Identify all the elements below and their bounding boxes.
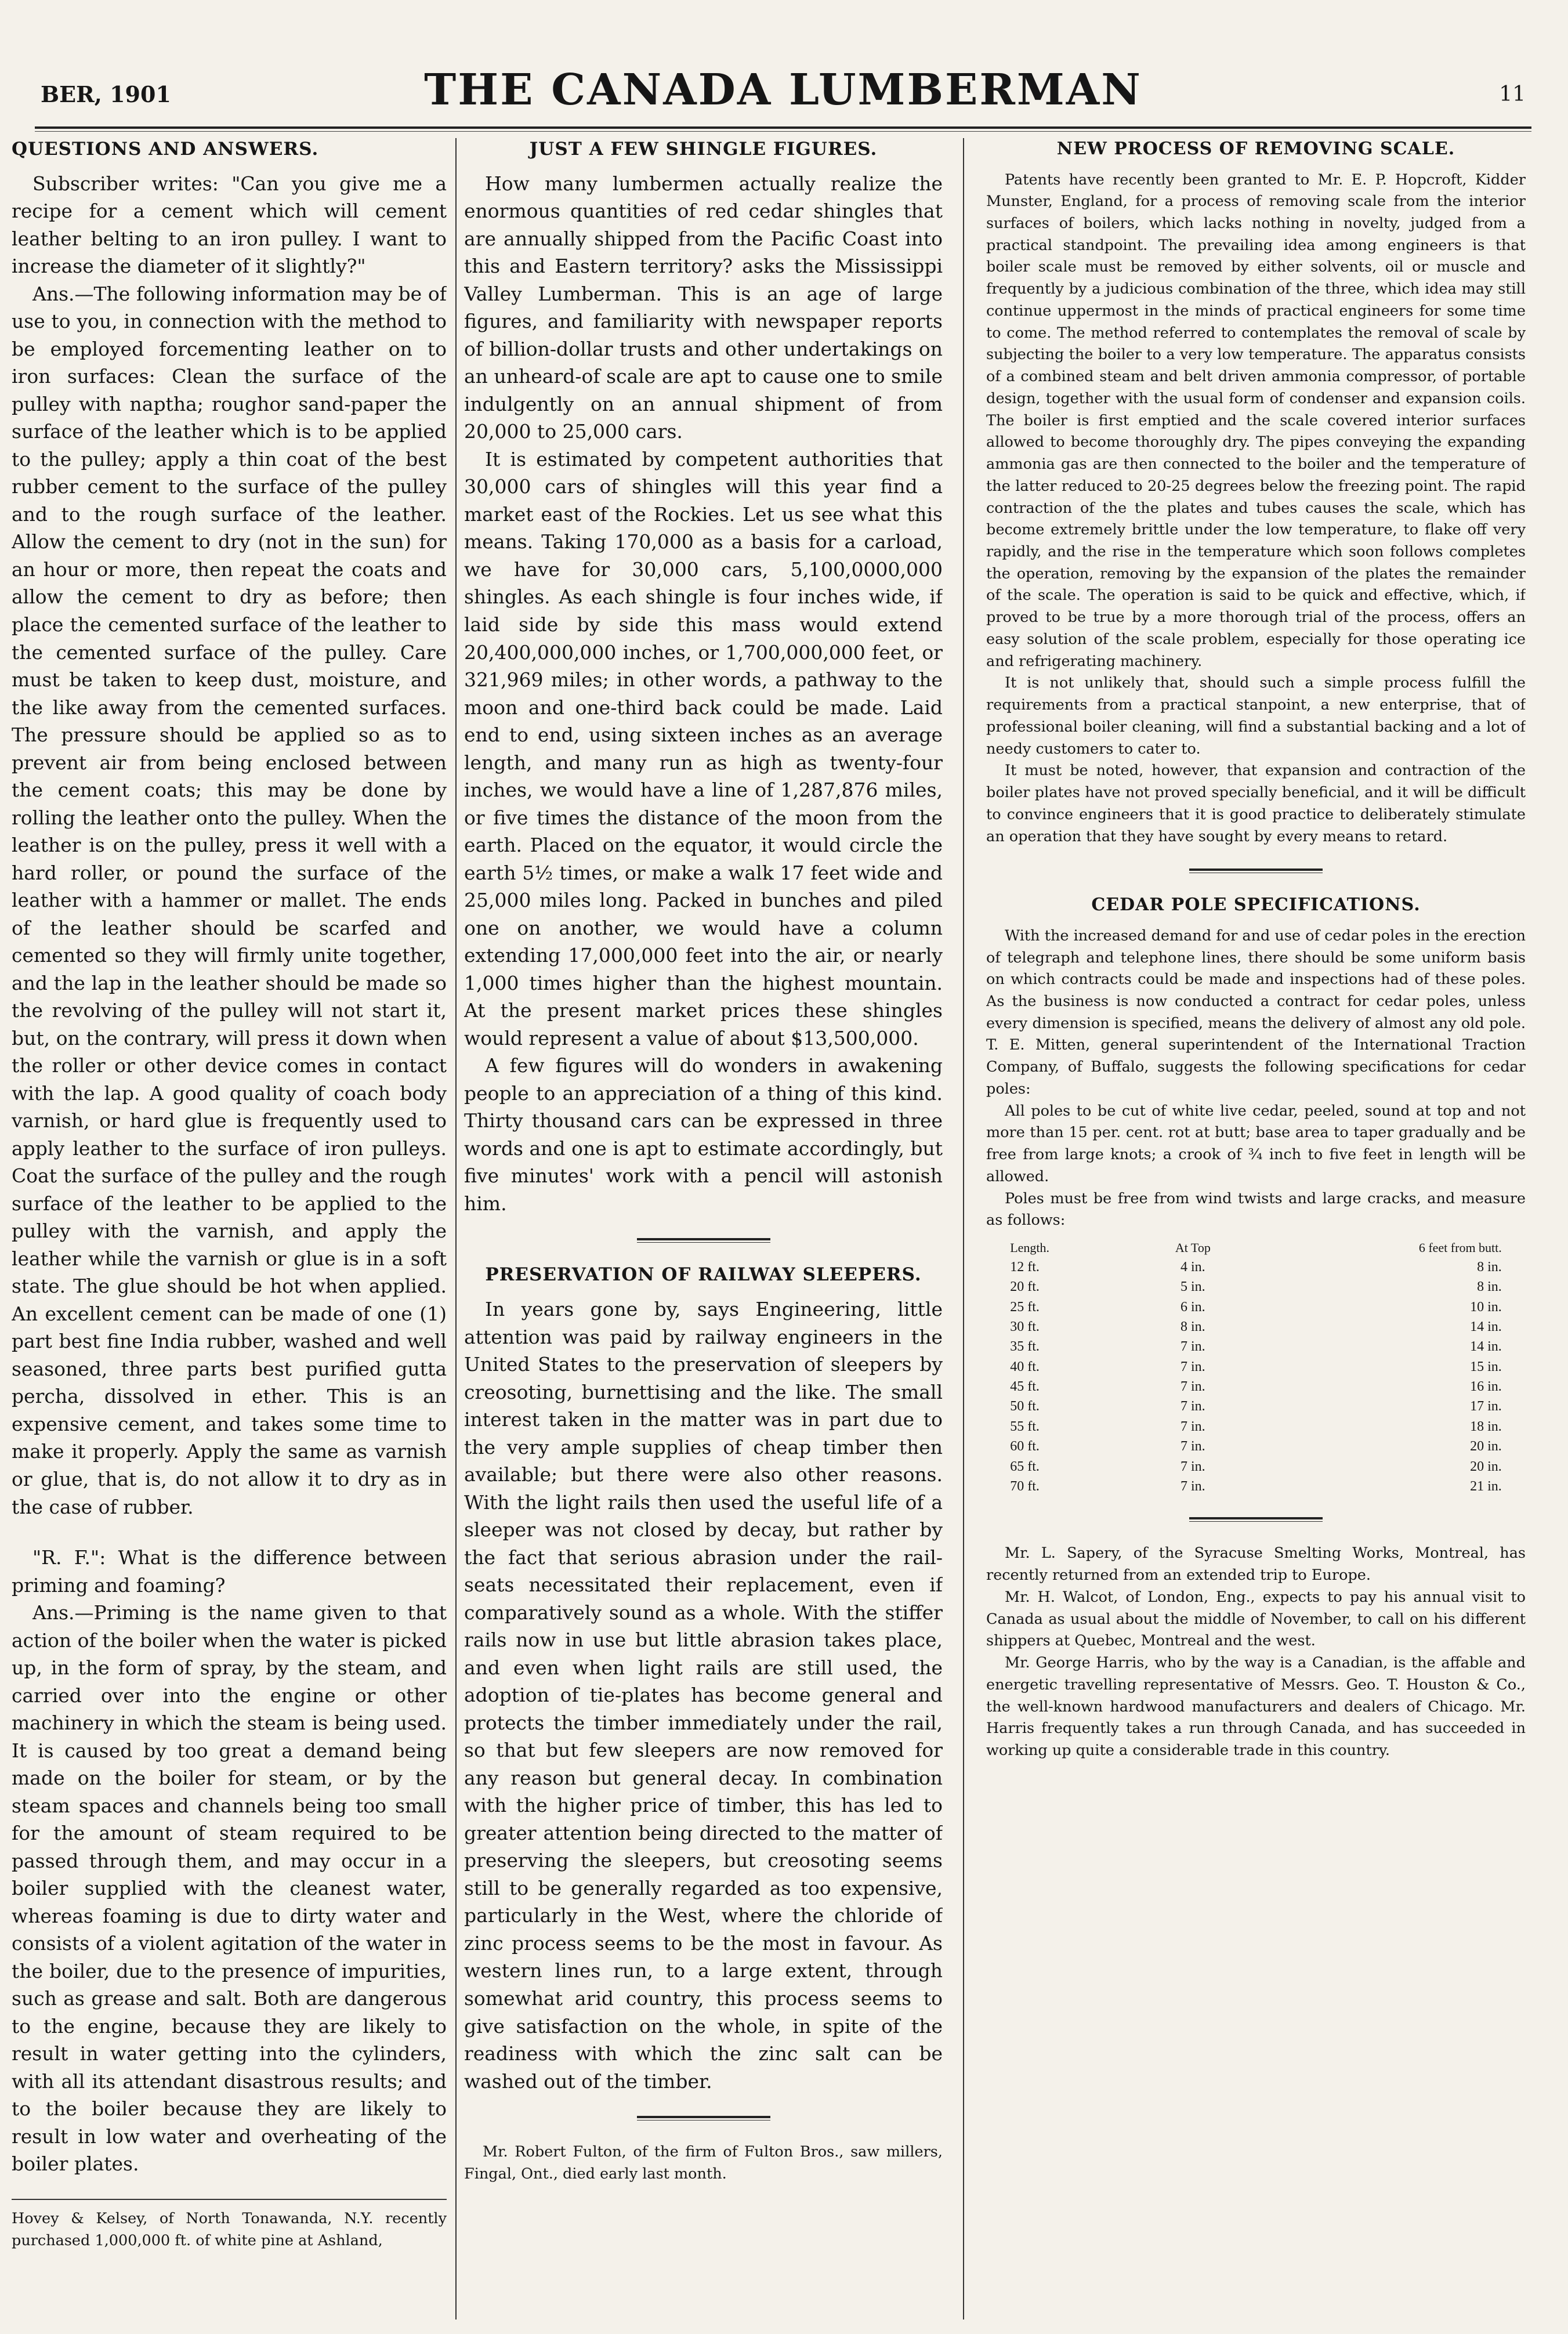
column-2 bbox=[464, 138, 943, 2319]
column-3 bbox=[986, 138, 1526, 2319]
pole-spec-table bbox=[1008, 1239, 1504, 1496]
paragraph: Mr. H. Walcot, of London, Eng., expects to pay his annual visit to Canada as usual about the middle of November, to call on his different shippers at Quebec, Montreal and the west. bbox=[986, 1588, 1526, 1650]
table-cell: 6 in. bbox=[1180, 1299, 1205, 1315]
paragraph: Poles must be free from wind twists and large cracks, and measure as follows: bbox=[986, 1189, 1526, 1229]
table-cell: 25 ft. bbox=[1010, 1299, 1040, 1315]
table-row bbox=[1008, 1337, 1504, 1356]
table-row bbox=[1008, 1257, 1504, 1277]
page-header bbox=[41, 65, 1526, 118]
table-cell: 20 ft. bbox=[1010, 1279, 1040, 1295]
table-cell: 15 in. bbox=[1470, 1359, 1502, 1374]
table-cell: 8 in. bbox=[1477, 1279, 1502, 1295]
table-cell: 7 in. bbox=[1180, 1459, 1205, 1474]
section-separator bbox=[637, 2116, 770, 2120]
paragraph: "R. F.": What is the difference between priming and foaming? bbox=[12, 1546, 447, 1597]
table-cell: 5 in. bbox=[1180, 1279, 1205, 1295]
table-cell: 10 in. bbox=[1470, 1299, 1502, 1315]
table-cell: 7 in. bbox=[1180, 1399, 1205, 1414]
table-cell: 18 in. bbox=[1470, 1419, 1502, 1434]
table-cell: 16 in. bbox=[1470, 1379, 1502, 1395]
table-cell: 40 ft. bbox=[1010, 1359, 1040, 1374]
paragraph: Ans.—Priming is the name given to that action of the boiler when the water is picked up, in the form of spray, by the steam, and carried over into the engine or other machinery in which the steam is being used. It is caused by too great a demand being made on the boiler for steam, or by the steam spaces and channels being too small for the amount of steam required to be passed through them, and may occur in a boiler supplied with the cleanest water, whereas foaming is due to dirty water and consists of a violent agitation of the water in the boiler, due to the presence of impurities, such as grease and salt. Both are dangerous to the engine, because they are likely to result in water getting into the cylinders, with all its attendant disastrous results; and to the boiler because they are likely to result in low water and overheating of the boiler plates. bbox=[12, 1601, 447, 2176]
header-rule-thin bbox=[35, 131, 1531, 132]
section-separator bbox=[1189, 869, 1323, 873]
table-cell: 14 in. bbox=[1470, 1319, 1502, 1334]
news-note: Mr. Robert Fulton, of the firm of Fulton Bros., saw millers, Fingal, Ont., died early last month. bbox=[464, 2143, 943, 2183]
header-date: BER, 1901 bbox=[41, 81, 171, 107]
table-cell: 50 ft. bbox=[1010, 1399, 1040, 1414]
table-cell: 20 in. bbox=[1470, 1459, 1502, 1474]
paragraph: It is estimated by competent authorities that 30,000 cars of shingles will this year find a market east of the Rockies. Let us see what this means. Taking 170,000 as a basis for a carload, we have for 30,000 cars, 5,100,0000,000 shingles. As each shingle is four inches wide, if laid side by side this mass would extend 20,400,000,000 inches, or 1,700,000,000 feet, or 321,969 miles; in other words, a pathway to the moon and one-third back could be made. Laid end to end, using sixteen inches as an average length, and many run as high as twenty-four inches, we would have a line of 1,287,876 miles, or five times the distance of the moon from the earth. Placed on the equator, it would circle the earth 5½ times, or make a walk 17 feet wide and 25,000 miles long. Packed in bunches and piled one on another, we would have a column extending 17,000,000 feet into the air, or nearly 1,000 times higher than the highest mountain. At the present market prices these shingles would represent a value of about $13,500,000. bbox=[464, 447, 943, 1050]
article-title-cedar-poles: CEDAR POLE SPECIFICATIONS. bbox=[1091, 895, 1421, 915]
table-row bbox=[1008, 1297, 1504, 1317]
table-cell: 60 ft. bbox=[1010, 1439, 1040, 1454]
column-1 bbox=[12, 138, 447, 2319]
table-cell: 7 in. bbox=[1180, 1359, 1205, 1374]
table-cell: 8 in. bbox=[1477, 1259, 1502, 1275]
article-title-shingles: JUST A FEW SHINGLE FIGURES. bbox=[529, 139, 878, 160]
column-divider bbox=[963, 138, 964, 2319]
paragraph: With the increased demand for and use of cedar poles in the erection of telegraph and telephone lines, there should be some uniform basis on which contracts could be made and inspections had of these poles. As the business is now conducted a contract for cedar poles, unless every dimension is specified, means the delivery of almost any old pole. T. E. Mitten, general superintendent of the International Traction Company, of Buffalo, suggests the following specifications for cedar poles: bbox=[986, 927, 1526, 1098]
news-note: Hovey & Kelsey, of North Tonawanda, N.Y. recently purchased 1,000,000 ft. of white pine at Ashland, bbox=[12, 2209, 447, 2249]
masthead-title: THE CANADA LUMBERMAN bbox=[424, 65, 1142, 115]
table-row bbox=[1008, 1477, 1504, 1496]
column-header: At Top bbox=[1175, 1240, 1211, 1255]
table-cell: 20 in. bbox=[1470, 1439, 1502, 1454]
table-cell: 21 in. bbox=[1470, 1479, 1502, 1495]
table-row bbox=[1008, 1357, 1504, 1377]
column-divider bbox=[455, 138, 457, 2319]
table-cell: 12 ft. bbox=[1010, 1259, 1040, 1275]
table-header-row bbox=[1008, 1239, 1504, 1257]
header-rule bbox=[35, 126, 1531, 129]
paragraph: A few figures will do wonders in awakening people to an appreciation of a thing of this kind. Thirty thousand cars can be expressed in three words and one is apt to estimate accordingly, but five minutes' work with a pencil will astonish him. bbox=[464, 1054, 943, 1215]
table-row bbox=[1008, 1396, 1504, 1416]
paragraph: All poles to be cut of white live cedar, peeled, sound at top and not more than 15 per. cent. rot at butt; base area to taper gradually and be free from large knots; a crook of ¾ inch to five feet in length will be allowed. bbox=[986, 1102, 1526, 1185]
section-separator bbox=[637, 1238, 770, 1243]
table-cell: 14 in. bbox=[1470, 1339, 1502, 1355]
table-cell: 7 in. bbox=[1180, 1439, 1205, 1454]
paragraph: How many lumbermen actually realize the enormous quantities of red cedar shingles that are annually shipped from the Pacific Coast into this and Eastern territory? asks the Mississippi Valley Lumberman. This is an age of large figures, and familiarity with newspaper reports of billion-dollar trusts and other undertakings on an unheard-of scale are apt to cause one to smile indulgently on an annual shipment of from 20,000 to 25,000 cars. bbox=[464, 172, 943, 443]
article-title-questions: QUESTIONS AND ANSWERS. bbox=[12, 139, 319, 160]
table-cell: 7 in. bbox=[1180, 1479, 1205, 1495]
table-cell: 35 ft. bbox=[1010, 1339, 1040, 1355]
table-row bbox=[1008, 1457, 1504, 1477]
table-row bbox=[1008, 1377, 1504, 1396]
table-cell: 8 in. bbox=[1180, 1319, 1205, 1334]
table-cell: 17 in. bbox=[1470, 1399, 1502, 1414]
table-cell: 65 ft. bbox=[1010, 1459, 1040, 1474]
article-title-scale: NEW PROCESS OF REMOVING SCALE. bbox=[1056, 139, 1455, 159]
paragraph: Mr. L. Sapery, of the Syracuse Smelting Works, Montreal, has recently returned from an extended trip to Europe. bbox=[986, 1544, 1526, 1584]
table-cell: 55 ft. bbox=[1010, 1419, 1040, 1434]
table-cell: 4 in. bbox=[1180, 1259, 1205, 1275]
section-separator bbox=[1189, 1517, 1323, 1522]
paragraph: In years gone by, says Engineering, little attention was paid by railway engineers in the United States to the preservation of sleepers by creosoting, burnettising and the like. The small interest taken in the matter was in part due to the very ample supplies of cheap timber then available; but there were also other reasons. With the light rails then used the useful life of a sleeper was not closed by decay, but rather by the fact that serious abrasion under the rail-seats necessitated their replacement, even if comparatively sound as a whole. With the stiffer rails now in use but little abrasion takes place, and even when light rails are still used, the adoption of tie-plates has become general and protects the timber immediately under the rail, so that but few sleepers are now removed for any reason but general decay. In combination with the higher price of timber, this has led to greater attention being directed to the matter of preserving the sleepers, but creosoting seems still to be generally regarded as too expensive, particularly in the West, where the chloride of zinc process seems to be the most in favour. As western lines run, to a large extent, through somewhat arid country, this process seems to give satisfaction on the whole, in spite of the readiness with which the zinc salt can be washed out of the timber. bbox=[464, 1298, 943, 2093]
paragraph: It is not unlikely that, should such a simple process fulfill the requirements from a practical stanpoint, a new enterprise, that of professional boiler cleaning, will find a substantial backing and a lot of needy customers to cater to. bbox=[986, 674, 1526, 758]
paragraph: Subscriber writes: "Can you give me a recipe for a cement which will cement leather belting to an iron pulley. I want to increase the diameter of it slightly?" bbox=[12, 172, 447, 278]
table-cell: 70 ft. bbox=[1010, 1479, 1040, 1495]
paragraph: It must be noted, however, that expansion and contraction of the boiler plates have not proved specially beneficial, and it will be difficult to convince engineers that it is good practice to deliberately stimulate an operation that they have sought by every means to retard. bbox=[986, 762, 1526, 845]
column-header: 6 feet from butt. bbox=[1418, 1240, 1502, 1255]
column-header: Length. bbox=[1010, 1240, 1050, 1255]
table-cell: 30 ft. bbox=[1010, 1319, 1040, 1334]
table-cell: 45 ft. bbox=[1010, 1379, 1040, 1395]
paragraph: Patents have recently been granted to Mr. E. P. Hopcroft, Kidder Munster, England, for a process of removing scale from the interior surfaces of boilers, which lacks nothing in novelty, judged from a practical standpoint. The prevailing idea among engineers is that boiler scale must be removed by either solvents, oil or muscle and frequently by a judicious combination of the three, which idea may still continue uppermost in the minds of practical engineers for some time to come. The method referred to contemplates the removal of scale by subjecting the boiler to a very low temperature. The apparatus consists of a combined steam and belt driven ammonia compressor, of portable design, together with the usual form of condenser and expansion coils. The boiler is first emptied and the scale covered interior surfaces allowed to become thoroughly dry. The pipes conveying the expanding ammonia gas are then connected to the boiler and the temperature of the latter reduced to 20-25 degrees below the freezing point. The rapid contraction of the the plates and tubes causes the scale, which has become extremely brittle under the low temperature, to flake off very rapidly, and the rise in the temperature which soon follows completes the operation, removing by the expansion of the plates the remainder of the scale. The operation is said to be quick and effective, which, if proved to be true by a more thorough trial of the process, offers an easy solution of the scale problem, especially for those operating ice and refrigerating machinery. bbox=[986, 171, 1526, 670]
page-number: 11 bbox=[1499, 82, 1526, 106]
table-cell: 7 in. bbox=[1180, 1339, 1205, 1355]
table-row bbox=[1008, 1417, 1504, 1436]
table-row bbox=[1008, 1317, 1504, 1337]
article-title-sleepers: PRESERVATION OF RAILWAY SLEEPERS. bbox=[485, 1264, 922, 1286]
table-row bbox=[1008, 1436, 1504, 1456]
table-row bbox=[1008, 1277, 1504, 1297]
paragraph: Ans.—The following information may be of use to you, in connection with the method to be employed forcementing leather on to iron surfaces: Clean the surface of the pulley with naptha; roughor sand-paper the surface of the leather which is to be applied to the pulley; apply a thin coat of the best rubber cement to the surface of the pulley and to the rough surface of the leather. Allow the cement to dry (not in the sun) for an hour or more, then repeat the coats and allow the cement to dry as before; then place the cemented surface of the leather to the cemented surface of the pulley. Care must be taken to keep dust, moisture, and the like away from the cemented surfaces. The pressure should be applied so as to prevent air from being enclosed between the cement coats; this may be done by rolling the leather onto the pulley. When the leather is on the pulley, press it well with a hard roller, or pound the surface of the leather with a hammer or mallet. The ends of the leather should be scarfed and cemented so they will firmly unite together, and the lap in the leather should be made so the revolving of the pulley will not start it, but, on the contrary, will press it down when the roller or other device comes in contact with the lap. A good quality of coach body varnish, or hard glue is frequently used to apply leather to the surface of iron pulleys. Coat the surface of the pulley and the rough surface of the leather to be applied to the pulley with the varnish, and apply the leather while the varnish or glue is in a soft state. The glue should be hot when applied. An excellent cement can be made of one (1) part best fine India rubber, washed and well seasoned, three parts best purified gutta percha, dissolved in ether. This is an expensive cement, and takes some time to make it properly. Apply the same as varnish or glue, that is, do not allow it to dry as in the case of rubber. bbox=[12, 282, 447, 1518]
table-cell: 7 in. bbox=[1180, 1419, 1205, 1434]
table-cell: 7 in. bbox=[1180, 1379, 1205, 1395]
paragraph: Mr. George Harris, who by the way is a Canadian, is the affable and energetic travelling representative of Messrs. Geo. T. Houston & Co., the well-known hardwood manufacturers and dealers of Chicago. Mr. Harris frequently takes a run through Canada, and has succeeded in working up quite a considerable trade in this country. bbox=[986, 1654, 1526, 1760]
